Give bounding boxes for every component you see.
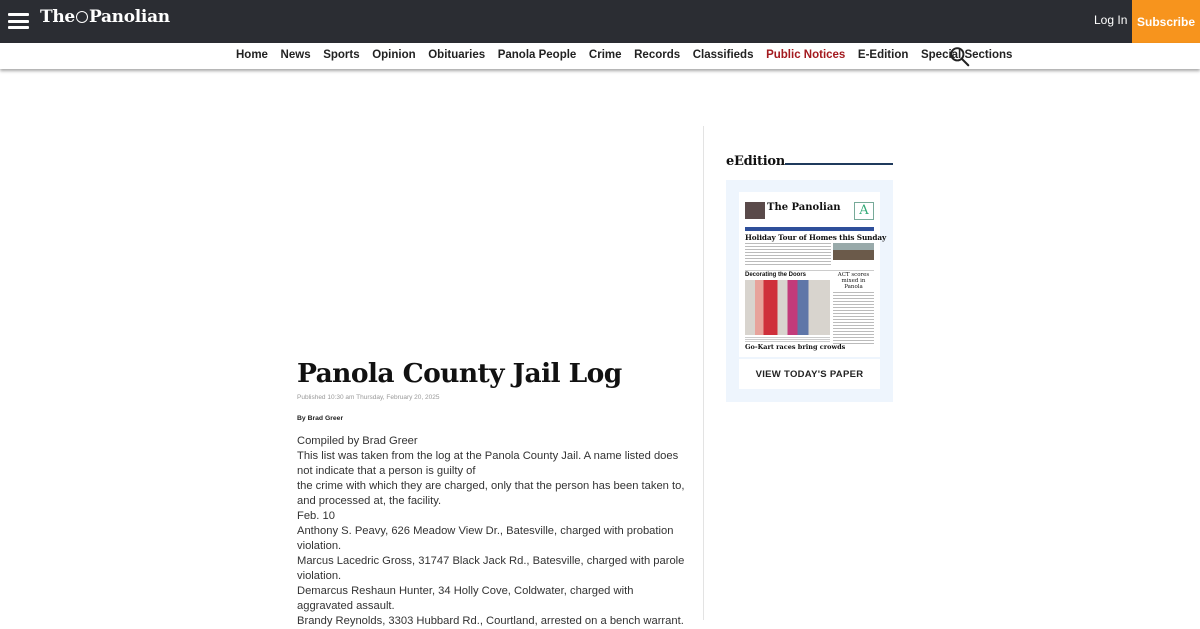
paper-badge-icon: A xyxy=(854,202,874,220)
login-link[interactable]: Log In xyxy=(1094,13,1128,27)
main-nav xyxy=(236,49,1025,61)
article-title: Panola County Jail Log xyxy=(297,358,622,389)
logo-text-panolian: Panolian xyxy=(88,7,170,27)
paper-headline: Holiday Tour of Homes this Sunday xyxy=(745,233,887,242)
paper-text-columns xyxy=(745,243,831,267)
top-bar xyxy=(0,0,1200,43)
paper-section-heading: Decorating the Doors xyxy=(745,272,807,278)
published-date: Published 10:30 am Thursday, February 20, 2025 xyxy=(297,394,440,401)
logo-text-the: The xyxy=(40,7,75,27)
paper-caption xyxy=(745,337,830,342)
paper-rule xyxy=(745,270,874,271)
paper-bottom-headline: Go-Kart races bring crowds xyxy=(745,343,846,351)
nav-home[interactable]: Home xyxy=(236,49,268,61)
article-paragraph: Brandy Reynolds, 3303 Hubbard Rd., Courtland, arrested on a bench warrant. xyxy=(297,615,684,627)
nav-special-sections[interactable]: Special Sections xyxy=(920,49,1013,61)
paper-side-columns xyxy=(833,292,874,344)
nav-records[interactable]: Records xyxy=(634,49,681,61)
nav-opinion[interactable]: Opinion xyxy=(372,49,416,61)
nav-sports[interactable]: Sports xyxy=(323,49,360,61)
nav-e-edition[interactable]: E-Edition xyxy=(857,49,909,61)
article-paragraph: Demarcus Reshaun Hunter, 34 Holly Cove, Coldwater, charged with aggravated assault. xyxy=(297,585,634,612)
nav-crime[interactable]: Crime xyxy=(588,49,622,61)
nav-public-notices[interactable]: Public Notices xyxy=(766,49,846,61)
view-todays-paper-button[interactable]: VIEW TODAY'S PAPER xyxy=(739,359,880,389)
article-paragraph: Anthony S. Peavy, 626 Meadow View Dr., Batesville, charged with probation violation. xyxy=(297,525,674,552)
article-paragraph: the crime with which they are charged, only that the person has been taken to, and processed at, the facility. xyxy=(297,480,685,507)
column-divider xyxy=(703,126,704,620)
menu-icon[interactable] xyxy=(8,13,29,29)
article-paragraph: Feb. 10 xyxy=(297,510,335,522)
eedition-heading: eEdition xyxy=(726,154,785,169)
eedition-heading-rule xyxy=(785,163,893,165)
logo-seal-icon xyxy=(76,11,88,23)
search-icon[interactable] xyxy=(949,46,970,67)
article-paragraph: Marcus Lacedric Gross, 31747 Black Jack Rd., Batesville, charged with parole violation. xyxy=(297,555,685,582)
eedition-paper-thumbnail[interactable] xyxy=(739,192,887,357)
nav-panola-people[interactable]: Panola People xyxy=(497,49,577,61)
newspaper-front-page xyxy=(745,200,887,357)
paper-house-photo xyxy=(833,243,874,260)
nav-news[interactable]: News xyxy=(280,49,311,61)
paper-doors-photo xyxy=(745,280,830,335)
byline[interactable]: By Brad Greer xyxy=(297,415,344,422)
paper-masthead: The Panolian xyxy=(767,202,841,213)
article-paragraph: Compiled by Brad Greer xyxy=(297,435,418,447)
nav-classifieds[interactable]: Classifieds xyxy=(692,49,754,61)
article-paragraph: This list was taken from the log at the Panola County Jail. A name listed does not indicate that a person is guilty of xyxy=(297,450,679,477)
article-body xyxy=(297,434,692,629)
front-page-photo xyxy=(745,202,765,219)
paper-side-story: ACT scores mixed in Panola xyxy=(837,272,870,290)
paper-info-band xyxy=(745,227,874,231)
main-nav-bar xyxy=(0,43,1200,69)
site-logo[interactable] xyxy=(40,7,170,27)
subscribe-button[interactable]: Subscribe xyxy=(1132,0,1200,43)
nav-obituaries[interactable]: Obituaries xyxy=(428,49,486,61)
